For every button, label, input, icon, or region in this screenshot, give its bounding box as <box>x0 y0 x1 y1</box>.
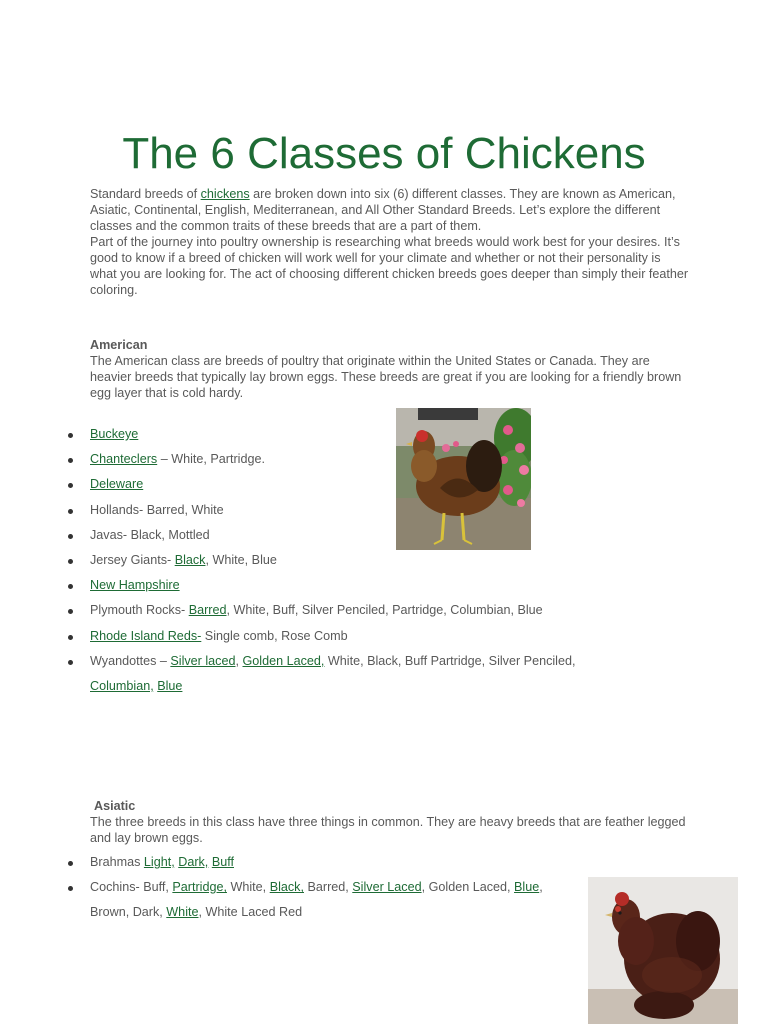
cochins-white-link[interactable]: White <box>166 905 199 920</box>
list-item <box>60 472 580 497</box>
breed-text: Hollands- Barred, White <box>90 502 224 517</box>
breed-detail: , Golden Laced, <box>421 880 515 895</box>
intro-text-end: are broken down into six (6) different classes. They are known as American, Asiatic, Continental, English, Mediterranean, and All Other Standard Breeds. Let’s explore the different classes and the common traits of these breeds that are a part of them. <box>90 187 676 233</box>
cochins-black-link[interactable]: Black, <box>269 880 304 895</box>
american-breed-list <box>60 422 580 699</box>
breed-text: Javas- Black, Mottled <box>90 527 210 542</box>
list-item <box>60 498 580 523</box>
breed-detail: , White, Buff, Silver Penciled, Partridge, Columbian, Blue <box>226 603 543 618</box>
breed-text: Plymouth Rocks- <box>90 603 189 618</box>
intro-paragraph-2: Part of the journey into poultry ownership is researching what breeds would work best for your desires. It’s good to know if a breed of chicken will work well for your climate and whether or not their personality is what you are looking for. The act of choosing different chicken breeds goes deeper than simply their feather coloring. <box>90 235 689 297</box>
wyandottes-silver-laced-link[interactable]: Silver laced <box>170 653 236 668</box>
breed-text: Jersey Giants- <box>90 553 175 568</box>
breed-detail: , White, Blue <box>205 553 277 568</box>
american-heading: American <box>90 338 148 352</box>
chanteclers-link[interactable]: Chanteclers <box>90 452 158 467</box>
breed-detail: Single comb, Rose Comb <box>201 628 348 643</box>
breed-detail: – White, Partridge. <box>157 452 265 467</box>
breed-detail: White, Black, Buff Partridge, Silver Penciled, <box>324 653 576 668</box>
cochins-partridge-link[interactable]: Partridge, <box>172 880 227 895</box>
deleware-link[interactable]: Deleware <box>90 477 144 492</box>
breed-text: Wyandottes – <box>90 653 171 668</box>
rhode-island-reds-link[interactable]: Rhode Island Reds- <box>90 628 202 643</box>
list-item <box>60 649 580 699</box>
intro-text-start: Standard breeds of <box>90 187 201 201</box>
jersey-giants-black-link[interactable]: Black <box>174 553 206 568</box>
breed-text: Brahmas <box>90 855 144 869</box>
brahmas-buff-link[interactable]: Buff <box>211 855 234 869</box>
wyandottes-blue-link[interactable]: Blue <box>157 679 183 694</box>
list-item <box>60 875 580 925</box>
wyandottes-golden-laced-link[interactable]: Golden Laced, <box>242 653 325 668</box>
list-item <box>60 422 580 447</box>
plymouth-rocks-barred-link[interactable]: Barred <box>188 603 227 618</box>
cochins-silver-laced-link[interactable]: Silver Laced <box>352 880 422 895</box>
brahmas-light-link[interactable]: Light, <box>143 855 175 869</box>
new-hampshire-link[interactable]: New Hampshire <box>90 578 180 593</box>
list-item <box>60 548 580 573</box>
list-item <box>60 573 580 598</box>
american-description: The American class are breeds of poultry that originate within the United States or Canada. They are heavier breeds that typically lay brown eggs. These breeds are great if you are looking for a friendly brown egg layer that is cold hardy. <box>90 354 682 400</box>
cochins-blue-link[interactable]: Blue <box>514 880 540 895</box>
brahmas-dark-link[interactable]: Dark, <box>178 855 209 869</box>
cochin-hen-photo <box>588 877 738 1024</box>
list-item <box>60 447 580 472</box>
asiatic-breed-list <box>60 850 580 926</box>
wyandottes-columbian-link[interactable]: Columbian, <box>90 679 154 694</box>
list-item <box>60 624 580 649</box>
list-item <box>60 850 580 875</box>
breed-detail: , White Laced Red <box>198 905 303 920</box>
breed-text: Cochins- Buff, <box>90 880 173 895</box>
breed-detail: Barred, <box>303 880 353 895</box>
breed-detail: , <box>235 653 243 668</box>
asiatic-heading: Asiatic <box>94 799 136 813</box>
intro-paragraph <box>90 186 690 298</box>
chickens-link[interactable]: chickens <box>200 187 250 201</box>
list-item <box>60 598 580 623</box>
asiatic-description: The three breeds in this class have three things in common. They are heavy breeds that are feather legged and lay brown eggs. <box>90 815 686 845</box>
page-title: The 6 Classes of Chickens <box>122 129 646 178</box>
breed-detail: , Brown, Dark, <box>90 880 543 920</box>
list-item <box>60 523 580 548</box>
buckeye-link[interactable]: Buckeye <box>90 427 139 441</box>
breed-detail: White, <box>226 880 270 895</box>
